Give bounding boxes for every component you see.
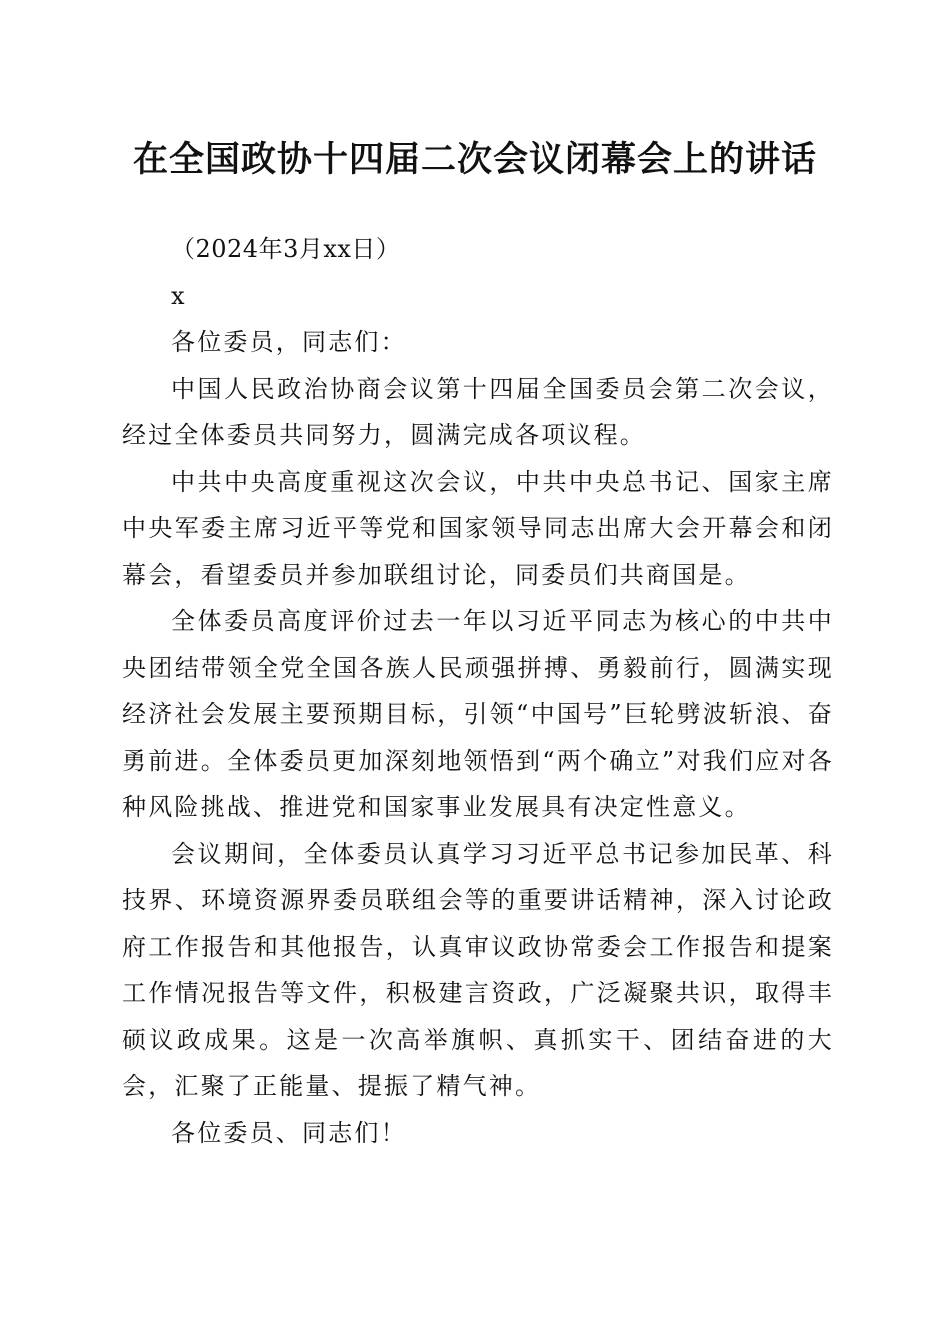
paragraph: 中国人民政治协商会议第十四届全国委员会第二次会议，经过全体委员共同努力，圆满完成各项议程。 (122, 374, 834, 449)
paragraph-greeting: 各位委员，同志们： (171, 328, 407, 356)
speaker-name: x (171, 281, 187, 310)
paragraph-closing-greeting: 各位委员、同志们！ (171, 1118, 407, 1147)
document-body (122, 226, 834, 1156)
paragraph: 中共中央高度重视这次会议，中共中央总书记、国家主席中央军委主席习近平等党和国家领导同志出席大会开幕会和闭幕会，看望委员并参加联组讨论，同委员们共商国是。 (122, 467, 834, 589)
document-title: 在全国政协十四届二次会议闭幕会上的讲话 (132, 139, 817, 180)
speech-date: （2024年3月xx日） (171, 235, 401, 263)
paragraph: 会议期间，全体委员认真学习习近平总书记参加民革、科技界、环境资源界委员联组会等的重要讲话精神，深入讨论政府工作报告和其他报告，认真审议政协常委会工作报告和提案工作情况报告等文件，积极建言资政，广泛凝聚共识，取得丰硕议政成果。这是一次高举旗帜、真抓实干、团结奋进的大会，汇聚了正能量、提振了精气神。 (122, 839, 834, 1100)
paragraph: 全体委员高度评价过去一年以习近平同志为核心的中共中央团结带领全党全国各族人民顽强拼搏、勇毅前行，圆满实现经济社会发展主要预期目标，引领“中国号”巨轮劈波斩浪、奋勇前进。全体委员更加深刻地领悟到“两个确立”对我们应对各种风险挑战、推进党和国家事业发展具有决定性意义。 (122, 607, 834, 821)
